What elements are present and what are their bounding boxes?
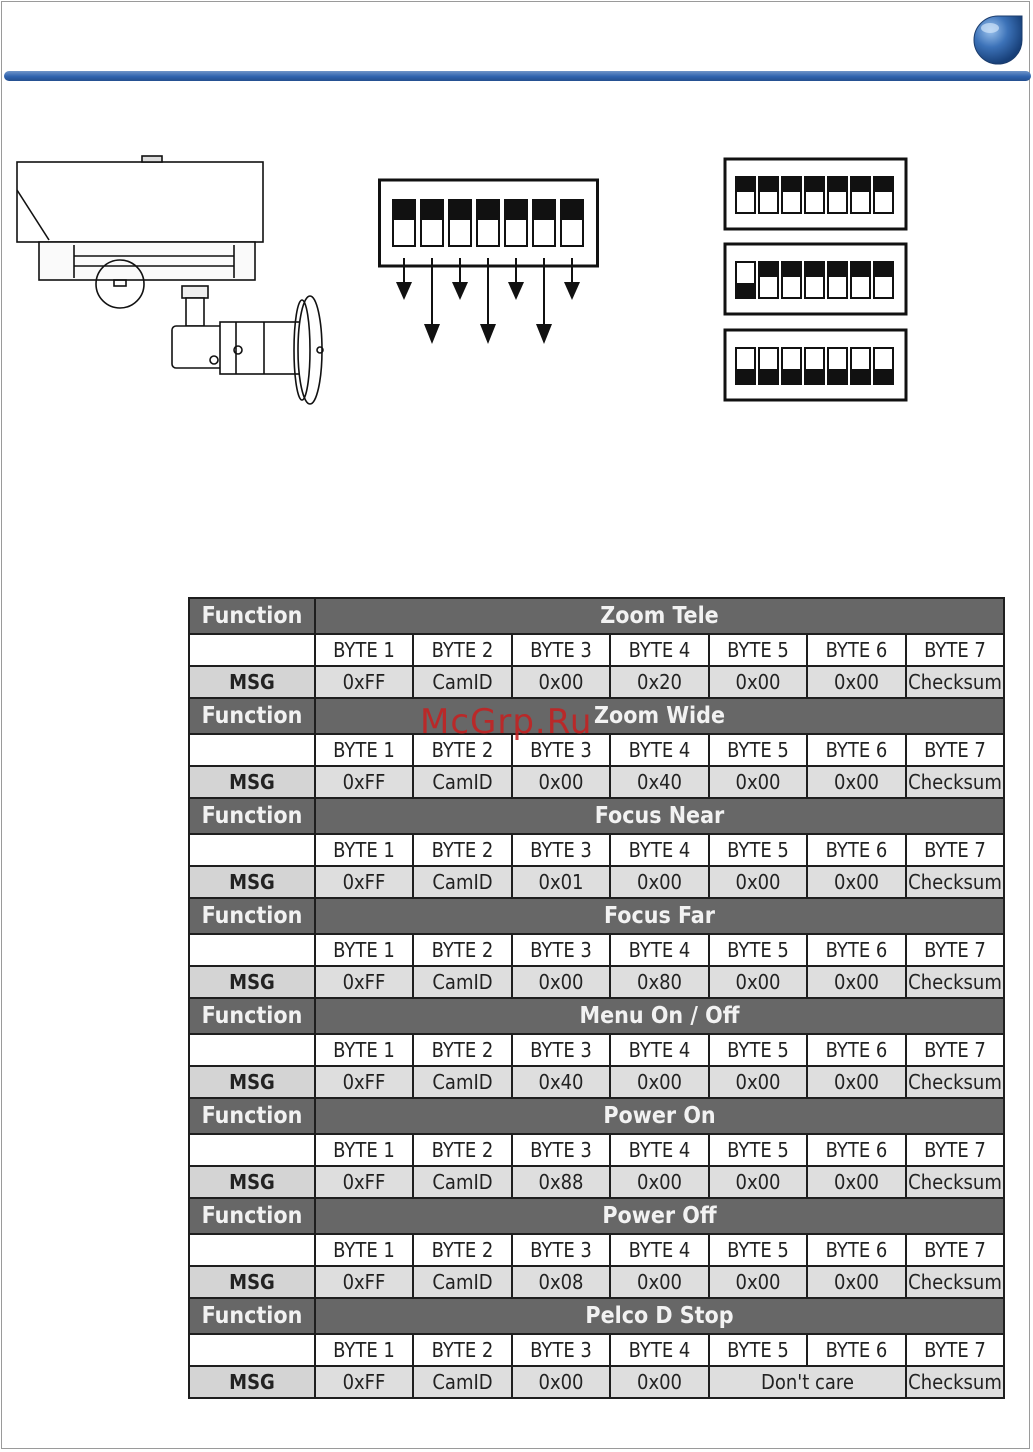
byte-header: BYTE 5 <box>709 734 807 766</box>
dip-switch-states <box>723 157 911 405</box>
byte-header: BYTE 4 <box>610 1134 709 1166</box>
blank-cell <box>189 934 315 966</box>
byte-header: BYTE 2 <box>413 634 512 666</box>
byte-value: 0x00 <box>512 1366 610 1398</box>
byte-header-row <box>189 1234 1004 1266</box>
byte-header-row <box>189 834 1004 866</box>
byte-value: CamID <box>413 766 512 798</box>
function-row <box>189 998 1004 1034</box>
function-row <box>189 798 1004 834</box>
byte-header: BYTE 7 <box>906 1334 1004 1366</box>
byte-value: Checksum <box>906 1266 1004 1298</box>
byte-value: 0x40 <box>610 766 709 798</box>
byte-value: 0x80 <box>610 966 709 998</box>
byte-value: CamID <box>413 666 512 698</box>
byte-header: BYTE 2 <box>413 1034 512 1066</box>
byte-header: BYTE 2 <box>413 1134 512 1166</box>
byte-value: CamID <box>413 1166 512 1198</box>
function-name: Focus Near <box>315 798 1004 834</box>
byte-value: CamID <box>413 866 512 898</box>
byte-header: BYTE 6 <box>807 834 906 866</box>
byte-value: 0xFF <box>315 866 413 898</box>
byte-header: BYTE 3 <box>512 834 610 866</box>
function-label: Function <box>189 1098 315 1134</box>
byte-header: BYTE 5 <box>709 1034 807 1066</box>
msg-label: MSG <box>189 1266 315 1298</box>
function-name: Power On <box>315 1098 1004 1134</box>
function-label: Function <box>189 898 315 934</box>
byte-value: CamID <box>413 966 512 998</box>
byte-value: 0x00 <box>709 766 807 798</box>
blank-cell <box>189 1334 315 1366</box>
byte-header: BYTE 6 <box>807 734 906 766</box>
byte-value: 0x00 <box>807 766 906 798</box>
byte-value: 0x00 <box>512 666 610 698</box>
byte-header: BYTE 6 <box>807 1334 906 1366</box>
byte-value: 0x00 <box>709 1066 807 1098</box>
function-name: Zoom Wide <box>315 698 1004 734</box>
byte-value: Checksum <box>906 1366 1004 1398</box>
byte-value: 0x00 <box>709 966 807 998</box>
byte-value: 0x00 <box>807 666 906 698</box>
byte-header: BYTE 2 <box>413 1334 512 1366</box>
byte-header: BYTE 3 <box>512 1134 610 1166</box>
byte-header: BYTE 7 <box>906 834 1004 866</box>
blank-cell <box>189 634 315 666</box>
byte-value: CamID <box>413 1366 512 1398</box>
msg-row <box>189 1266 1004 1298</box>
byte-header: BYTE 4 <box>610 934 709 966</box>
byte-value: 0x00 <box>807 966 906 998</box>
function-label: Function <box>189 698 315 734</box>
byte-header: BYTE 3 <box>512 1234 610 1266</box>
byte-header: BYTE 7 <box>906 1134 1004 1166</box>
byte-value: 0x00 <box>709 666 807 698</box>
dip-switch-diagram <box>378 178 602 348</box>
byte-header: BYTE 5 <box>709 1134 807 1166</box>
byte-header: BYTE 4 <box>610 1234 709 1266</box>
byte-header: BYTE 3 <box>512 734 610 766</box>
blank-cell <box>189 734 315 766</box>
byte-header: BYTE 3 <box>512 634 610 666</box>
byte-header: BYTE 5 <box>709 1334 807 1366</box>
byte-value: 0x08 <box>512 1266 610 1298</box>
byte-header: BYTE 6 <box>807 1234 906 1266</box>
byte-header: BYTE 6 <box>807 1034 906 1066</box>
byte-value: 0x00 <box>512 966 610 998</box>
byte-header: BYTE 1 <box>315 634 413 666</box>
byte-value: 0xFF <box>315 666 413 698</box>
watermark: McGrp.Ru <box>420 702 593 742</box>
byte-header: BYTE 6 <box>807 1134 906 1166</box>
msg-label: MSG <box>189 866 315 898</box>
byte-value: 0x00 <box>807 866 906 898</box>
function-row <box>189 1098 1004 1134</box>
byte-value: 0x40 <box>512 1066 610 1098</box>
function-name: Menu On / Off <box>315 998 1004 1034</box>
byte-value: 0xFF <box>315 1166 413 1198</box>
byte-header: BYTE 2 <box>413 834 512 866</box>
byte-header: BYTE 6 <box>807 934 906 966</box>
byte-value: 0x00 <box>610 1366 709 1398</box>
byte-header: BYTE 1 <box>315 734 413 766</box>
camera-illustration <box>14 150 334 412</box>
byte-header: BYTE 2 <box>413 934 512 966</box>
msg-label: MSG <box>189 666 315 698</box>
byte-header: BYTE 4 <box>610 1334 709 1366</box>
byte-value: 0x00 <box>610 1266 709 1298</box>
byte-value: 0x00 <box>512 766 610 798</box>
byte-header: BYTE 1 <box>315 934 413 966</box>
function-name: Power Off <box>315 1198 1004 1234</box>
function-label: Function <box>189 1298 315 1334</box>
byte-header: BYTE 2 <box>413 1234 512 1266</box>
function-name: Focus Far <box>315 898 1004 934</box>
msg-row <box>189 866 1004 898</box>
blank-cell <box>189 834 315 866</box>
function-row <box>189 598 1004 634</box>
byte-header: BYTE 7 <box>906 934 1004 966</box>
byte-value: 0xFF <box>315 1266 413 1298</box>
byte-header-row <box>189 734 1004 766</box>
function-label: Function <box>189 1198 315 1234</box>
function-name: Pelco D Stop <box>315 1298 1004 1334</box>
byte-header: BYTE 6 <box>807 634 906 666</box>
msg-row <box>189 1166 1004 1198</box>
byte-value: 0x00 <box>709 1166 807 1198</box>
byte-header: BYTE 1 <box>315 1234 413 1266</box>
byte-value: Checksum <box>906 666 1004 698</box>
byte-value: 0x01 <box>512 866 610 898</box>
blank-cell <box>189 1034 315 1066</box>
byte-header: BYTE 5 <box>709 634 807 666</box>
byte-header: BYTE 7 <box>906 1234 1004 1266</box>
byte-header: BYTE 5 <box>709 834 807 866</box>
byte-value: 0x00 <box>709 1266 807 1298</box>
blank-cell <box>189 1234 315 1266</box>
msg-row <box>189 766 1004 798</box>
byte-header: BYTE 1 <box>315 1034 413 1066</box>
byte-header: BYTE 5 <box>709 1234 807 1266</box>
byte-header-row <box>189 934 1004 966</box>
byte-header: BYTE 3 <box>512 1034 610 1066</box>
byte-value: Don't care <box>709 1366 906 1398</box>
byte-value: Checksum <box>906 966 1004 998</box>
byte-header-row <box>189 1334 1004 1366</box>
function-row <box>189 898 1004 934</box>
byte-header: BYTE 2 <box>413 734 512 766</box>
byte-header: BYTE 4 <box>610 734 709 766</box>
function-row <box>189 698 1004 734</box>
byte-header: BYTE 4 <box>610 634 709 666</box>
msg-row <box>189 1366 1004 1398</box>
byte-header: BYTE 4 <box>610 1034 709 1066</box>
msg-row <box>189 1066 1004 1098</box>
blank-cell <box>189 1134 315 1166</box>
function-name: Zoom Tele <box>315 598 1004 634</box>
byte-value: 0xFF <box>315 966 413 998</box>
msg-label: MSG <box>189 966 315 998</box>
byte-value: Checksum <box>906 766 1004 798</box>
byte-header: BYTE 4 <box>610 834 709 866</box>
function-label: Function <box>189 598 315 634</box>
byte-value: Checksum <box>906 1166 1004 1198</box>
function-row <box>189 1198 1004 1234</box>
byte-header: BYTE 1 <box>315 1134 413 1166</box>
byte-value: 0x00 <box>610 1066 709 1098</box>
byte-value: 0x00 <box>610 866 709 898</box>
byte-value: 0x88 <box>512 1166 610 1198</box>
byte-value: 0xFF <box>315 1066 413 1098</box>
byte-value: 0x00 <box>807 1166 906 1198</box>
function-label: Function <box>189 998 315 1034</box>
header-bar <box>4 71 1031 81</box>
byte-header: BYTE 1 <box>315 1334 413 1366</box>
byte-value: Checksum <box>906 866 1004 898</box>
byte-value: 0x20 <box>610 666 709 698</box>
pelco-command-table <box>188 597 1005 1399</box>
byte-header: BYTE 5 <box>709 934 807 966</box>
byte-value: CamID <box>413 1266 512 1298</box>
msg-label: MSG <box>189 766 315 798</box>
byte-value: 0xFF <box>315 1366 413 1398</box>
byte-value: 0x00 <box>807 1266 906 1298</box>
byte-value: 0x00 <box>709 866 807 898</box>
byte-header: BYTE 3 <box>512 934 610 966</box>
byte-value: 0xFF <box>315 766 413 798</box>
byte-value: 0x00 <box>610 1166 709 1198</box>
byte-header: BYTE 1 <box>315 834 413 866</box>
msg-row <box>189 966 1004 998</box>
byte-header: BYTE 3 <box>512 1334 610 1366</box>
byte-header: BYTE 7 <box>906 734 1004 766</box>
msg-label: MSG <box>189 1366 315 1398</box>
msg-label: MSG <box>189 1166 315 1198</box>
byte-value: CamID <box>413 1066 512 1098</box>
byte-header-row <box>189 1134 1004 1166</box>
byte-header: BYTE 7 <box>906 634 1004 666</box>
byte-value: Checksum <box>906 1066 1004 1098</box>
byte-value: 0x00 <box>807 1066 906 1098</box>
msg-row <box>189 666 1004 698</box>
byte-header-row <box>189 634 1004 666</box>
byte-header: BYTE 7 <box>906 1034 1004 1066</box>
byte-header-row <box>189 1034 1004 1066</box>
function-row <box>189 1298 1004 1334</box>
msg-label: MSG <box>189 1066 315 1098</box>
function-label: Function <box>189 798 315 834</box>
logo-sphere-icon <box>968 12 1026 66</box>
